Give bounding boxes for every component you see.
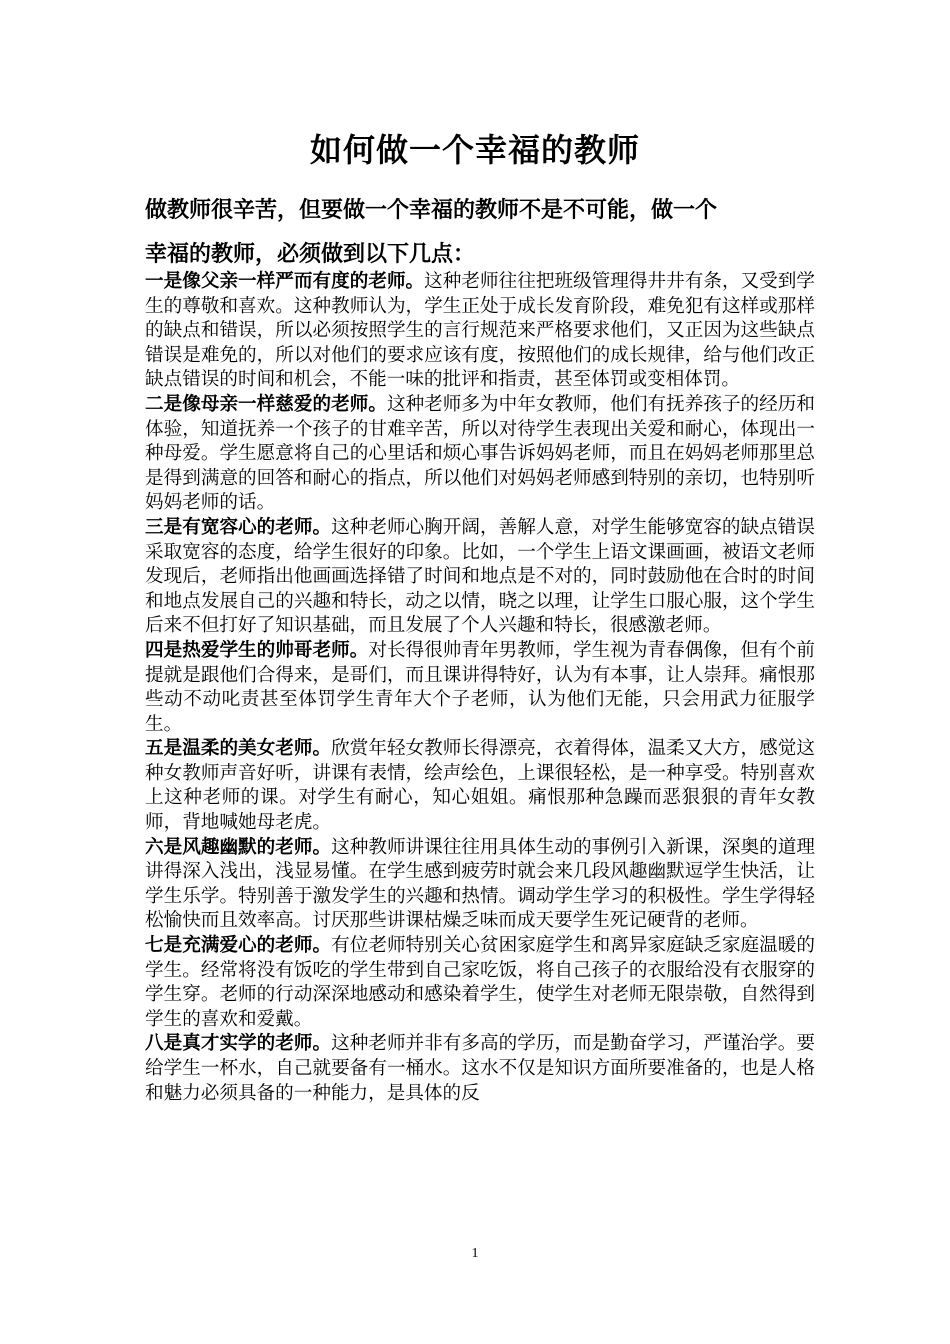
- paragraph-text: 这种老师心胸开阔，善解人意，对学生能够宽容的缺点错误采取宽容的态度，给学生很好的印象。比如，一个学生上语文课画画，被语文老师发现后，老师指出他画画选择错了时间和地点是不对的，同时鼓励他在合时的时间和地点发展自己的兴趣和特长，动之以情，晓之以理，让学生口服心服，这个学生后来不但打好了知识基础，而且发展了个人兴趣和特长，很感激老师。: [145, 516, 815, 637]
- document-body: [145, 270, 815, 1106]
- subtitle-line-1: 做教师很辛苦，但要做一个幸福的教师不是不可能，做一个: [145, 197, 718, 223]
- paragraph-text: 这种教师讲课往往用具体生动的事例引入新课，深奥的道理讲得深入浅出，浅显易懂。在学生感到疲劳时就会来几段风趣幽默逗学生快活，让学生乐学。特别善于激发学生的兴趣和热情。调动学生学习的积极性。学生学得轻松愉快而且效率高。讨厌那些讲课枯燥乏味而成天要学生死记硬背的老师。: [145, 836, 815, 932]
- paragraph-3: [145, 516, 815, 639]
- paragraph-text: 这种老师并非有多高的学历，而是勤奋学习，严谨治学。要给学生一杯水，自己就要备有一桶水。这水不仅是知识方面所要准备的，也是人格和魅力必须具备的一种能力，是具体的反: [145, 1033, 815, 1104]
- paragraph-heading: 五是温柔的美女老师。: [145, 738, 332, 760]
- paragraph-7: [145, 934, 815, 1032]
- paragraph-heading: 七是充满爱心的老师。: [145, 935, 332, 957]
- paragraph-text: 这种老师往往把班级管理得井井有条，又受到学生的尊敬和喜欢。这种教师认为，学生正处于成长发育阶段，难免犯有这样或那样的缺点和错误，所以必须按照学生的言行规范来严格要求他们，又正因为这些缺点错误是难免的，所以对他们的要求应该有度，按照他们的成长规律，给与他们改正缺点错误的时间和机会，不能一味的批评和指责，甚至体罚或变相体罚。: [145, 271, 815, 391]
- subtitle-line-2: 幸福的教师，必须做到以下几点：: [145, 241, 476, 267]
- paragraph-4: [145, 639, 815, 737]
- paragraph-1: [145, 270, 815, 393]
- page-number: 1: [471, 1246, 479, 1261]
- paragraph-2: [145, 393, 815, 516]
- paragraph-6: [145, 836, 815, 934]
- paragraph-text: 对长得很帅青年男教师，学生视为青春偶像，但有个前提就是跟他们合得来，是哥们，而且课讲得特好，认为有本事，让人崇拜。痛恨那些动不动叱责甚至体罚学生青年大个子老师，认为他们无能，只会用武力征服学生。: [145, 639, 815, 735]
- paragraph-heading: 二是像母亲一样慈爱的老师。: [145, 393, 387, 415]
- paragraph-heading: 一是像父亲一样严而有度的老师。: [145, 271, 425, 292]
- paragraph-heading: 八是真才实学的老师。: [145, 1033, 332, 1055]
- paragraph-text: 这种老师多为中年女教师，他们有抚养孩子的经历和体验，知道抚养一个孩子的甘难辛苦，所以对待学生表现出关爱和耐心，体现出一种母爱。学生愿意将自己的心里话和烦心事告诉妈妈老师，而且在妈妈老师那里总是得到满意的回答和耐心的指点，所以他们对妈妈老师感到特别的亲切，也特别听妈妈老师的话。: [145, 393, 815, 514]
- paragraph-text: 有位老师特别关心贫困家庭学生和离异家庭缺乏家庭温暖的学生。经常将没有饭吃的学生带到自己家吃饭，将自己孩子的衣服给没有衣服穿的学生穿。老师的行动深深地感动和感染着学生，使学生对老师无限崇敬，自然得到学生的喜欢和爱戴。: [145, 935, 815, 1030]
- paragraph-text: 欣赏年轻女教师长得漂亮，衣着得体，温柔又大方，感觉这种女教师声音好听，讲课有表情，绘声绘色，上课很轻松，是一种享受。特别喜欢上这种老师的课。对学生有耐心，知心姐姐。痛恨那种急躁而恶狠狠的青年女教师，背地喊她母老虎。: [145, 738, 815, 834]
- paragraph-5: [145, 737, 815, 835]
- paragraph-heading: 六是风趣幽默的老师。: [145, 836, 332, 858]
- paragraph-heading: 四是热爱学生的帅哥老师。: [145, 639, 369, 661]
- document-subtitle: [145, 188, 815, 276]
- paragraph-heading: 三是有宽容心的老师。: [145, 516, 332, 538]
- paragraph-8: [145, 1032, 815, 1106]
- document-title: 如何做一个幸福的教师: [309, 131, 640, 169]
